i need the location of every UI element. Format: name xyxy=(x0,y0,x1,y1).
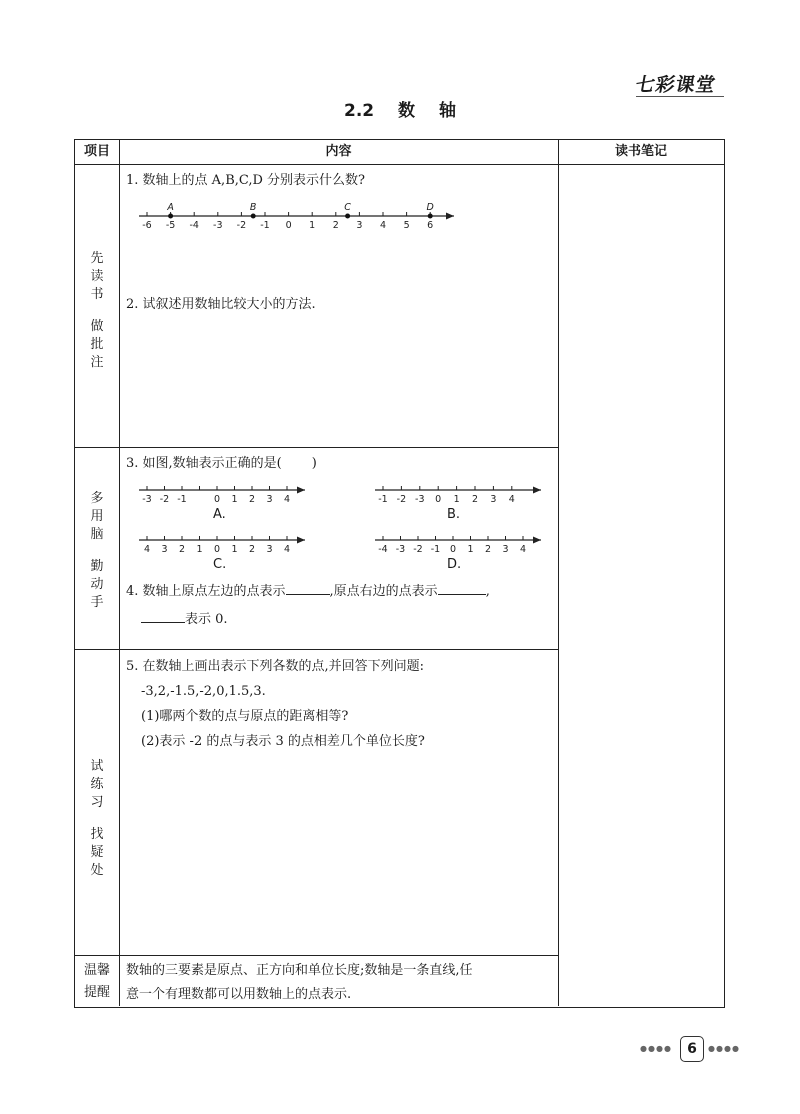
question-4-line1 xyxy=(126,582,490,601)
section-label-practice: 试 练 习 找 疑 处 xyxy=(90,759,104,878)
column-divider-2 xyxy=(558,140,559,1006)
point-label-a: A xyxy=(167,202,174,213)
tick-label: -2 xyxy=(396,494,407,505)
tick-label: 4 xyxy=(283,544,291,555)
tick-label: -4 xyxy=(378,544,388,555)
tick-label: 2 xyxy=(248,544,256,555)
question-5-part1: (1)哪两个数的点与原点的距离相等? xyxy=(141,709,349,724)
study-table xyxy=(74,139,725,1008)
tick-label: 3 xyxy=(490,494,497,505)
row-divider-1 xyxy=(75,447,558,448)
option-a-label[interactable]: A. xyxy=(213,507,226,522)
tick-label: 0 xyxy=(285,220,292,231)
tick-label: 0 xyxy=(449,544,457,555)
tick-label: 1 xyxy=(453,494,460,505)
point-b xyxy=(251,214,256,219)
header-content: 内容 xyxy=(325,144,352,159)
tick-label: 1 xyxy=(231,544,238,555)
header-notes: 读书笔记 xyxy=(614,144,667,159)
point-label-d: D xyxy=(426,202,434,213)
tick-label: 1 xyxy=(196,544,203,555)
tick-label: -1 xyxy=(260,220,270,231)
question-5: 5. 在数轴上画出表示下列各数的点,并回答下列问题: xyxy=(126,659,425,674)
question-3 xyxy=(126,455,317,473)
number-line-option-d xyxy=(375,532,545,556)
question-3-close: ) xyxy=(311,456,317,471)
tip-line-1: 数轴的三要素是原点、正方向和单位长度;数轴是一条直线,任 xyxy=(126,963,473,978)
number-line-option-b xyxy=(375,482,545,506)
axis-arrow xyxy=(533,487,541,494)
option-d-label[interactable]: D. xyxy=(447,557,462,572)
tick-label: 4 xyxy=(519,544,527,555)
section-label-read: 先 读 书 做 批 注 xyxy=(90,251,104,370)
page-number: 6 xyxy=(680,1036,704,1062)
point-label-c: C xyxy=(344,202,351,213)
axis-arrow xyxy=(533,537,541,544)
tick-label: 0 xyxy=(213,494,221,505)
q4-text-d: 表示 0. xyxy=(185,612,228,627)
tick-label: 3 xyxy=(356,220,363,231)
question-5-part2: (2)表示 -2 的点与表示 3 的点相差几个单位长度? xyxy=(141,734,425,749)
question-3-text: 3. 如图,数轴表示正确的是( xyxy=(126,456,282,471)
tick-label: 4 xyxy=(143,544,151,555)
tick-label: -4 xyxy=(189,220,199,231)
tick-label: -3 xyxy=(415,494,425,505)
tick-label: 3 xyxy=(266,544,273,555)
q4-text-c: , xyxy=(485,584,490,599)
question-5-numbers: -3,2,-1.5,-2,0,1.5,3. xyxy=(141,684,266,699)
row-divider-3 xyxy=(75,955,558,956)
q4-text-b: ,原点右边的点表示 xyxy=(329,584,438,599)
tick-label: -2 xyxy=(236,220,247,231)
page-title: 2.2 数 轴 xyxy=(344,101,456,121)
tick-label: -3 xyxy=(142,494,152,505)
column-divider-1 xyxy=(119,140,120,1006)
tick-label: 3 xyxy=(266,494,273,505)
tick-label: 2 xyxy=(178,544,186,555)
tick-label: 2 xyxy=(471,494,479,505)
row-divider-2 xyxy=(75,649,558,650)
number-line-option-c xyxy=(139,532,309,556)
question-1: 1. 数轴上的点 A,B,C,D 分别表示什么数? xyxy=(126,173,366,188)
tick-label: -3 xyxy=(395,544,406,555)
tick-label: 0 xyxy=(213,544,221,555)
tick-label: -6 xyxy=(142,220,152,231)
axis-arrow xyxy=(297,537,305,544)
number-line-q1 xyxy=(139,196,459,236)
point-c xyxy=(345,214,350,219)
tick-label: 2 xyxy=(484,544,492,555)
question-2: 2. 试叙述用数轴比较大小的方法. xyxy=(126,297,316,312)
page-dots-right: ●●●● xyxy=(708,1044,740,1053)
option-b-label[interactable]: B. xyxy=(447,507,461,522)
blank-left[interactable] xyxy=(286,582,330,595)
blank-zero[interactable] xyxy=(141,610,185,623)
tick-label: -1 xyxy=(430,544,441,555)
q4-text-a: 4. 数轴上原点左边的点表示 xyxy=(126,584,286,599)
tick-label: 0 xyxy=(435,494,442,505)
tick-label: 4 xyxy=(508,494,515,505)
header-item: 项目 xyxy=(83,144,110,159)
tick-label: -5 xyxy=(165,220,176,231)
header-divider xyxy=(75,164,724,165)
tick-label: 5 xyxy=(403,220,410,231)
section-label-think: 多 用 脑 勤 动 手 xyxy=(90,491,104,610)
tick-label: 4 xyxy=(379,220,387,231)
tick-label: -1 xyxy=(378,494,388,505)
tick-label: 6 xyxy=(427,220,434,231)
tick-label: 3 xyxy=(161,544,168,555)
page-dots-left: ●●●● xyxy=(640,1044,672,1053)
tick-label: -1 xyxy=(177,494,187,505)
tick-label: 3 xyxy=(502,544,509,555)
point-label-b: B xyxy=(249,202,257,213)
axis-arrow xyxy=(297,487,305,494)
axis-arrow xyxy=(446,213,454,220)
number-line-option-a xyxy=(139,482,309,506)
tick-label: -2 xyxy=(413,544,423,555)
blank-right[interactable] xyxy=(438,582,486,595)
tick-label: 1 xyxy=(309,220,316,231)
brand-logo: 七彩课堂 xyxy=(633,74,718,96)
tick-label: 2 xyxy=(332,220,339,231)
tip-line-2: 意一个有理数都可以用数轴上的点表示. xyxy=(126,987,352,1002)
section-label-tip: 温馨 提醒 xyxy=(83,963,110,1000)
tick-label: -2 xyxy=(159,494,170,505)
tick-label: 2 xyxy=(248,494,256,505)
point-a xyxy=(168,214,173,219)
tick-label: 1 xyxy=(467,544,474,555)
tick-label: 4 xyxy=(283,494,291,505)
point-d xyxy=(428,214,433,219)
tick-label: -3 xyxy=(213,220,223,231)
option-c-label[interactable]: C. xyxy=(213,557,227,572)
tick-label: 1 xyxy=(231,494,238,505)
question-4-line2 xyxy=(141,610,228,629)
